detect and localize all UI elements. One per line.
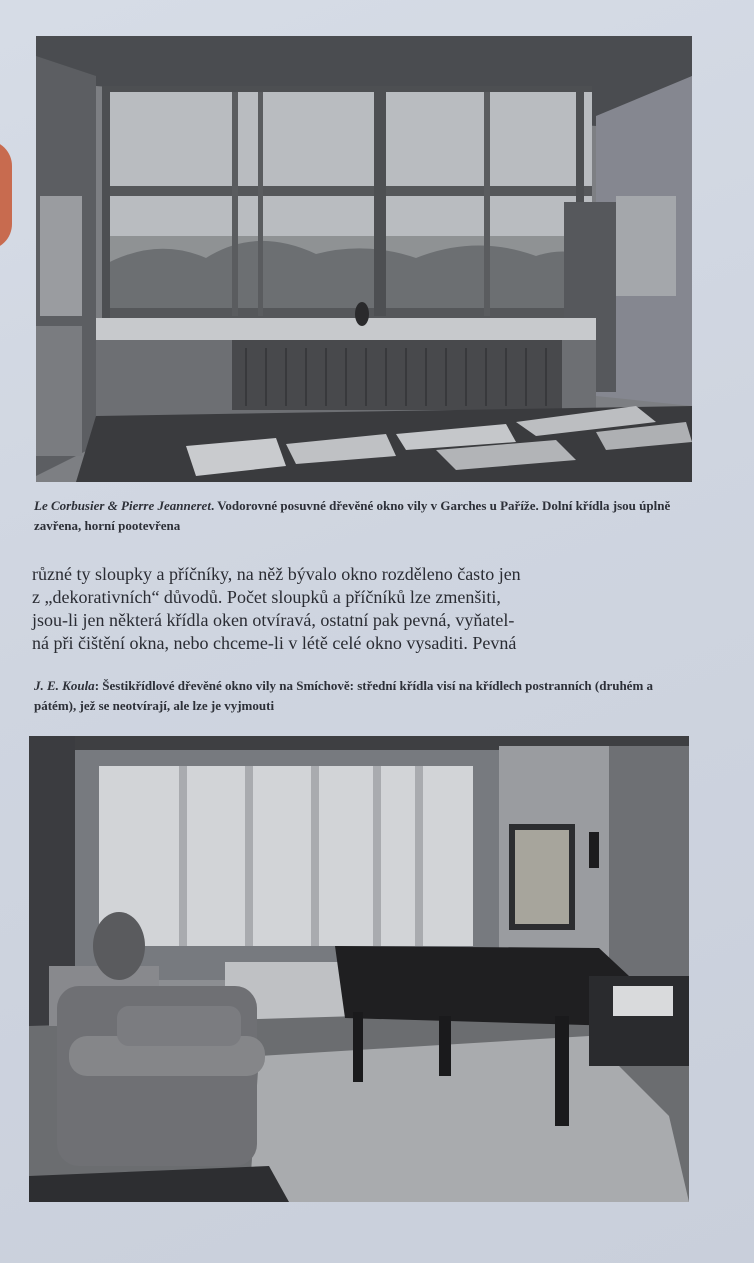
body-line: ná při čištění okna, nebo chceme-li v létě celé okno vysaditi. Pevná: [32, 633, 517, 653]
figure2-caption-text: Šestikřídlové dřevěné okno vily na Smíchově: střední křídla visí na křídlech postranních (druhém a pátém), jež se neotvírají, ale lze je vyjmouti: [34, 678, 654, 713]
figure1-caption-text: Vodorovné posuvné dřevěné okno vily v Garches u Paříže. Dolní křídla jsou úplně zavřena, horní pootevřena: [34, 498, 671, 533]
body-line: jsou-li jen některá křídla oken otvíravá, ostatní pak pevná, vyňatel-: [32, 610, 515, 630]
figure1-caption: Le Corbusier & Pierre Jeanneret. Vodorovné posuvné dřevěné okno vily v Garches u Paříže. Dolní křídla jsou úplně zavřena, horní pootevřena: [34, 498, 671, 533]
figure2-caption-authors: J. E. Koula: [34, 678, 95, 693]
figure2-caption: J. E. Koula: Šestikřídlové dřevěné okno vily na Smíchově: střední křídla visí na křídlech postranních (druhém a pátém), jež se neotvírají, ale lze je vyjmouti: [34, 678, 654, 713]
photo-window-garches: [36, 36, 692, 482]
figure1-caption-authors: Le Corbusier & Pierre Jeanneret: [34, 498, 211, 513]
photo-living-room-smichov: [29, 736, 689, 1202]
body-line: různé ty sloupky a příčníky, na něž bývalo okno rozděleno často jen: [32, 564, 521, 584]
body-line: z „dekorativních“ důvodů. Počet sloupků a příčníků lze zmenšiti,: [32, 587, 501, 607]
body-paragraph: [32, 563, 696, 655]
thumb: [0, 140, 12, 250]
